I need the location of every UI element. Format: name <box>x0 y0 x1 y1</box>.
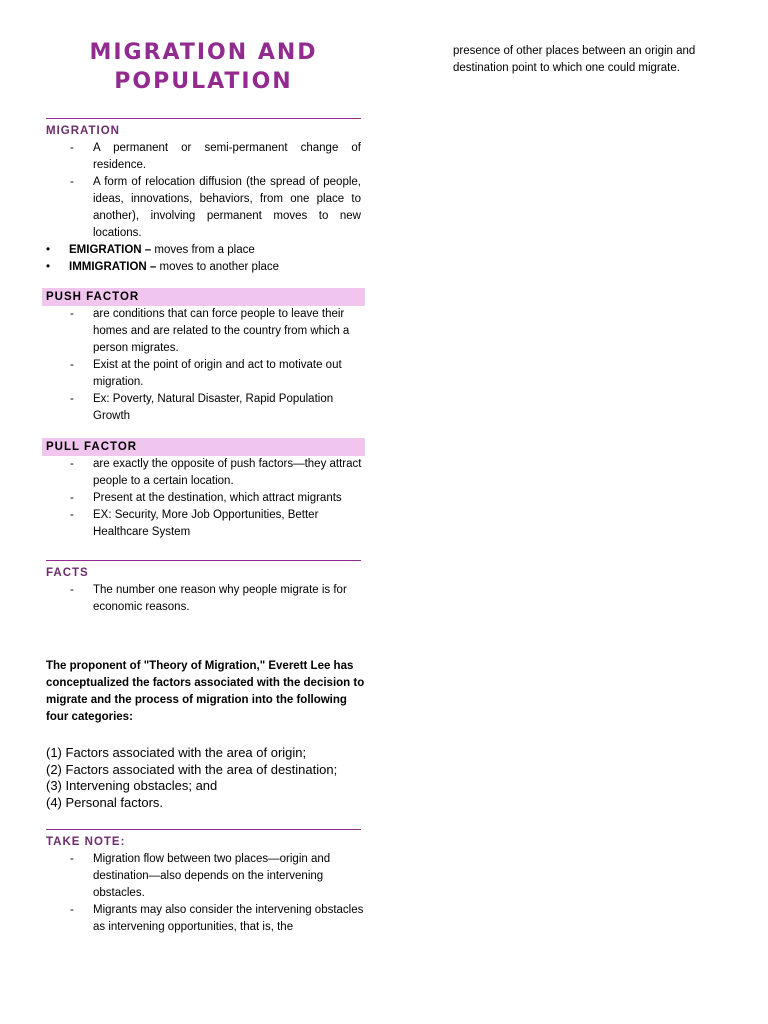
pull-factor-list <box>42 456 365 541</box>
bullet-term: EMIGRATION – <box>69 244 152 256</box>
title-line-2: POPULATION <box>114 69 293 94</box>
facts-heading: FACTS <box>46 560 361 582</box>
list-item-text: The number one reason why people migrate is for economic reasons. <box>93 584 347 613</box>
migration-bullets <box>42 242 365 276</box>
left-column <box>42 38 365 936</box>
dash-marker: - <box>70 393 74 405</box>
list-item-text: Ex: Poverty, Natural Disaster, Rapid Population Growth <box>93 393 334 422</box>
list-item-text: are exactly the opposite of push factors—they attract people to a certain location. <box>93 458 362 487</box>
list-item-text: Present at the destination, which attract migrants <box>93 492 342 504</box>
push-factor-list <box>42 306 365 425</box>
page-title <box>42 38 365 96</box>
dash-marker: - <box>70 584 74 596</box>
list-item-text: EX: Security, More Job Opportunities, Better Healthcare System <box>93 509 319 538</box>
list-item-text: A form of relocation diffusion (the spread of people, ideas, innovations, behaviors, from one place to another), involving permanent moves to new locations. <box>93 176 361 239</box>
dash-marker: - <box>70 308 74 320</box>
list-item <box>42 357 365 391</box>
facts-list <box>42 582 365 616</box>
push-factor-heading: PUSH FACTOR <box>42 288 365 306</box>
bullet-text: moves from a place <box>151 244 255 256</box>
pull-factor-heading: PULL FACTOR <box>42 438 365 456</box>
list-item <box>42 507 365 541</box>
bullet-term: IMMIGRATION – <box>69 261 157 273</box>
take-note-heading: TAKE NOTE: <box>46 829 361 851</box>
list-item-text: are conditions that can force people to leave their homes and are related to the country from which a person migrates. <box>93 308 350 354</box>
bullet-text: moves to another place <box>156 261 280 273</box>
list-item-text: Migration flow between two places—origin and destination—also depends on the intervening obstacles. <box>93 853 331 899</box>
list-item <box>42 306 365 357</box>
list-item-text: Exist at the point of origin and act to motivate out migration. <box>93 359 342 388</box>
list-item <box>42 391 365 425</box>
category-item: (1) Factors associated with the area of origin; <box>46 745 307 760</box>
continuation-text: presence of other places between an origin and destination point to which one could migrate. <box>453 45 696 74</box>
bullet-item <box>42 259 365 276</box>
list-item <box>42 902 365 936</box>
list-item <box>42 140 365 174</box>
dash-marker: - <box>70 142 74 154</box>
dash-marker: - <box>70 509 74 521</box>
category-item: (4) Personal factors. <box>46 794 164 810</box>
list-item <box>42 174 365 242</box>
category-item: (2) Factors associated with the area of destination; <box>46 761 338 777</box>
title-line-1: MIGRATION AND <box>89 40 318 65</box>
dash-marker: - <box>70 904 74 916</box>
list-item-text: Migrants may also consider the intervening obstacles as intervening opportunities, that is, the <box>93 904 364 933</box>
list-item <box>42 582 365 616</box>
migration-heading: MIGRATION <box>46 118 361 140</box>
category-item: (3) Intervening obstacles; and <box>46 778 218 793</box>
dash-marker: - <box>70 492 74 504</box>
take-note-list <box>42 851 365 936</box>
bullet-item <box>42 242 365 259</box>
categories-list <box>46 745 365 811</box>
dash-marker: - <box>70 359 74 371</box>
dash-marker: - <box>70 458 74 470</box>
list-item <box>42 851 365 902</box>
list-item <box>42 490 365 507</box>
right-column <box>453 43 723 77</box>
bullet-marker: • <box>46 244 51 256</box>
dash-marker: - <box>70 176 74 188</box>
migration-list <box>42 140 365 242</box>
bullet-marker: • <box>46 261 51 273</box>
theory-paragraph: The proponent of "Theory of Migration," Everett Lee has conceptualized the factors associated with the decision to migrate and the process of migration into the following four categories: <box>46 660 365 723</box>
list-item <box>42 456 365 490</box>
list-item-text: A permanent or semi-permanent change of residence. <box>93 142 361 171</box>
dash-marker: - <box>70 853 74 865</box>
